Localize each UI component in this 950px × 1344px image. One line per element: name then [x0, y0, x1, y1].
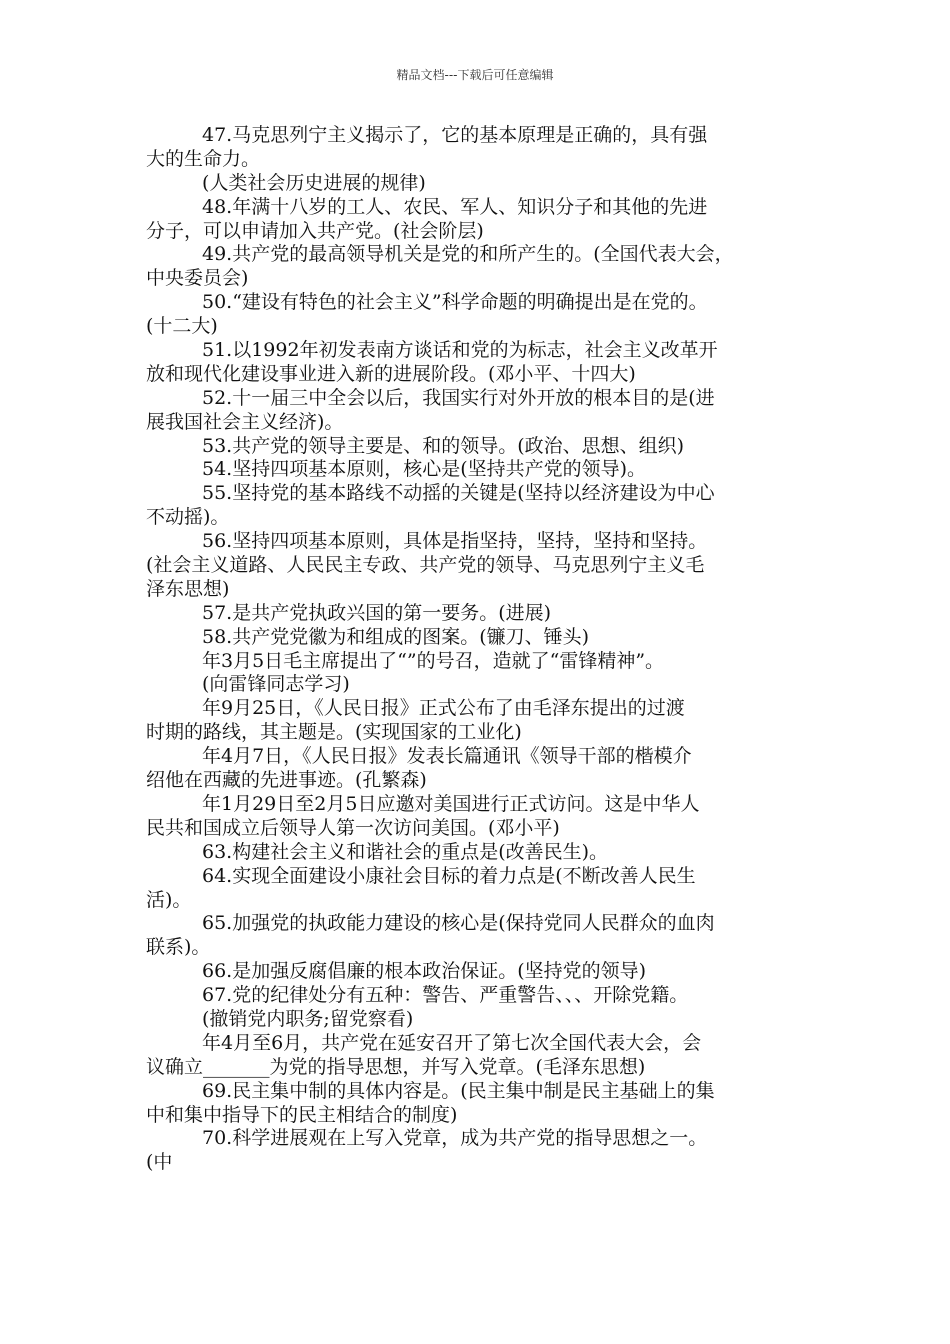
text-line: 52.十一届三中全会以后，我国实行对外开放的根本目的是(进 [202, 386, 715, 409]
page-header: 精品文档---下载后可任意编辑 [396, 68, 554, 82]
text-line: 54.坚持四项基本原则，核心是(坚持共产党的领导)。 [202, 458, 647, 481]
text-line: 放和现代化建设事业进入新的进展阶段。(邓小平、十四大) [146, 362, 636, 385]
text-line: 年4月7日，《人民日报》发表长篇通讯《领导干部的楷模介 [202, 745, 692, 768]
text-line: 58.共产党党徽为和组成的图案。(镰刀、锤头) [202, 625, 590, 648]
text-line: 56.坚持四项基本原则，具体是指坚持，坚持，坚持和坚持。 [202, 530, 708, 553]
text-line: 泽东思想) [146, 577, 230, 600]
text-line: 55.坚持党的基本路线不动摇的关键是(坚持以经济建设为中心 [202, 482, 715, 505]
text-line: 年1月29日至2月5日应邀对美国进行正式访问。这是中华人 [202, 792, 700, 815]
text-line: 年4月至6月，共产党在延安召开了第七次全国代表大会，会 [202, 1031, 702, 1054]
text-line: 年9月25日，《人民日报》正式公布了由毛泽东提出的过渡 [202, 697, 685, 720]
text-line: (人类社会历史进展的规律) [202, 171, 426, 194]
text-line: (社会主义道路、人民民主专政、共产党的领导、马克思列宁主义毛 [146, 554, 705, 577]
text-line: 47.马克思列宁主义揭示了，它的基本原理是正确的，具有强 [202, 124, 708, 146]
text-line: 中央委员会) [146, 267, 249, 290]
text-line: 51.以1992年初发表南方谈话和党的为标志，社会主义改革开 [202, 339, 718, 362]
text-line: 年3月5日毛主席提出了“”的号召，造就了“雷锋精神”。 [202, 649, 665, 672]
text-line: (中 [146, 1151, 173, 1174]
text-line: 66.是加强反腐倡廉的根本政治保证。(坚持党的领导) [202, 960, 647, 983]
text-line: 63.构建社会主义和谐社会的重点是(改善民生)。 [202, 840, 609, 863]
text-line: 活)。 [146, 888, 192, 911]
text-line: 联系)。 [146, 936, 211, 959]
text-line: 53.共产党的领导主要是、和的领导。(政治、思想、组织) [202, 434, 685, 457]
text-line: (撤销党内职务;留党察看) [202, 1007, 414, 1030]
text-line: 时期的路线，其主题是。(实现国家的工业化) [146, 721, 522, 744]
document-body [146, 124, 822, 1175]
text-line: (向雷锋同志学习) [202, 673, 350, 696]
text-line: 绍他在西藏的先进事迹。(孔繁森) [146, 769, 427, 792]
text-line: (十二大) [146, 315, 218, 338]
text-line: 49.共产党的最高领导机关是党的和所产生的。(全国代表大会， [202, 243, 734, 266]
text-line: 中和集中指导下的民主相结合的制度) [146, 1103, 458, 1126]
text-line: 65.加强党的执政能力建设的核心是(保持党同人民群众的血肉 [202, 912, 715, 935]
text-line: 分子，可以申请加入共产党。(社会阶层) [146, 219, 484, 242]
text-line: 议确立_______为党的指导思想，并写入党章。(毛泽东思想) [146, 1055, 646, 1078]
text-line: 民共和国成立后领导人第一次访问美国。(邓小平) [146, 816, 560, 839]
text-line: 64.实现全面建设小康社会目标的着力点是(不断改善人民生 [202, 864, 696, 887]
text-line: 69.民主集中制的具体内容是。(民主集中制是民主基础上的集 [202, 1079, 715, 1102]
text-line: 57.是共产党执政兴国的第一要务。(进展) [202, 601, 552, 624]
text-line: 不动摇)。 [146, 506, 230, 529]
text-line: 70.科学进展观在上写入党章，成为共产党的指导思想之一。 [202, 1127, 708, 1150]
text-line: 48.年满十八岁的工人、农民、军人、知识分子和其他的先进 [202, 195, 708, 218]
text-line: 展我国社会主义经济)。 [146, 410, 344, 433]
text-line: 大的生命力。 [146, 147, 261, 170]
text-line: 50.“建设有特色的社会主义”科学命题的明确提出是在党的。 [202, 291, 708, 314]
text-line: 67.党的纪律处分有五种：警告、严重警告、、、开除党籍。 [202, 984, 689, 1007]
